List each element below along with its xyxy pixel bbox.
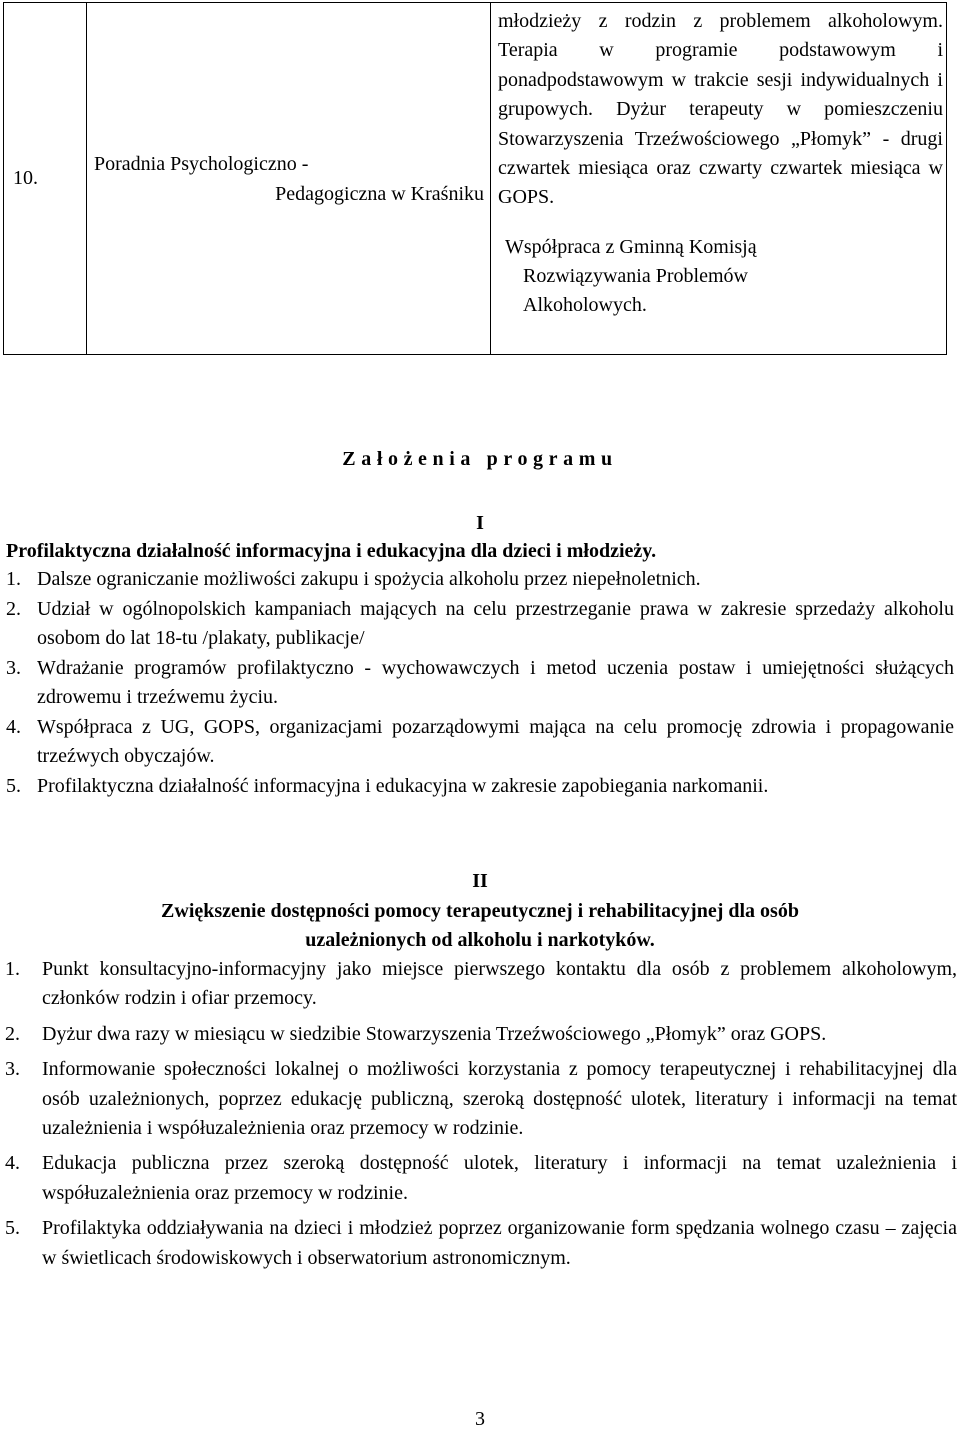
section-title: Założenia programu <box>342 448 618 470</box>
description-cell <box>491 3 947 355</box>
item-text: Dalsze ograniczanie możliwości zakupu i spożycia alkoholu przez niepełnoletnich. <box>37 568 701 590</box>
page-number: 3 <box>475 1408 485 1430</box>
item-number: 2. <box>5 1022 20 1045</box>
institution-line2: Pedagogiczna w Kraśniku <box>275 182 484 205</box>
item-number: 5. <box>6 774 21 797</box>
cooperation-line3: Alkoholowych. <box>523 293 647 316</box>
section1-roman: I <box>476 512 484 534</box>
item-text: Punkt konsultacyjno-informacyjny jako miejsce pierwszego kontaktu dla osób z problemem alkoholowym, członków rodzin i ofiar przemocy. <box>42 958 957 1010</box>
item-number: 1. <box>6 568 21 590</box>
item-text: Informowanie społeczności lokalnej o możliwości korzystania z pomocy terapeutycznej i rehabilitacyjnej dla osób uzależnionych, poprzez edukację publiczną, szeroką dostępność ulotek, literatury i informacji na temat uzależnienia i współuzależnienia oraz przemocy w rodzinie. <box>42 1058 957 1140</box>
item-text: Dyżur dwa razy w miesiącu w siedzibie Stowarzyszenia Trzeźwościowego „Płomyk” oraz GOPS. <box>42 1022 827 1045</box>
item-number: 3. <box>5 1058 20 1081</box>
item-text: Profilaktyczna działalność informacyjna i edukacyjna w zakresie zapobiegania narkomanii. <box>37 774 769 797</box>
item-number: 4. <box>6 715 21 738</box>
item-text: Wdrażanie programów profilaktyczno - wychowawczych i metod uczenia postaw i umiejętności służących zdrowemu i trzeźwemu życiu. <box>37 656 954 708</box>
item-number: 3. <box>6 656 21 679</box>
list-item <box>6 565 954 595</box>
list-item <box>5 1020 957 1049</box>
item-number: 2. <box>6 597 21 620</box>
list-item <box>5 1214 957 1273</box>
cooperation-line1: Współpraca z Gminną Komisją <box>505 235 757 258</box>
section1-list <box>6 565 954 801</box>
item-text: Współpraca z UG, GOPS, organizacjami pozarządowymi mająca na celu promocję zdrowia i propagowanie trzeźwych obyczajów. <box>37 715 954 767</box>
section2-roman: II <box>472 870 488 892</box>
item-number: 4. <box>5 1152 20 1175</box>
section2-list <box>5 955 957 1279</box>
section2-heading-line1: Zwiększenie dostępności pomocy terapeutycznej i rehabilitacyjnej dla osób <box>161 900 799 922</box>
cooperation-line2: Rozwiązywania Problemów <box>523 264 748 287</box>
institution-line1: Poradnia Psychologiczno - <box>94 152 309 175</box>
cooperation-text <box>491 233 946 320</box>
list-item <box>6 772 954 802</box>
item-number: 5. <box>5 1217 20 1240</box>
list-item <box>5 955 957 1014</box>
item-number: 1. <box>5 958 20 980</box>
list-item <box>6 595 954 654</box>
institution-cell <box>87 3 491 355</box>
list-item <box>5 1149 957 1208</box>
item-text: Udział w ogólnopolskich kampaniach mających na celu przestrzeganie prawa w zakresie sprzedaży alkoholu osobom do lat 18-tu /plakaty, publikacje/ <box>37 597 954 649</box>
list-item <box>5 1055 957 1143</box>
program-table <box>3 2 947 355</box>
row-number: 10. <box>4 3 87 355</box>
description-text: młodzieży z rodzin z problemem alkoholowym. Terapia w programie podstawowym i ponadpodstawowym w trakcie sesji indywidualnych i grupowych. Dyżur terapeuty w pomieszczeniu Stowarzyszenia Trzeźwościowego „Płomyk” - drugi czwartek miesiąca oraz czwarty czwartek miesiąca w GOPS. <box>498 10 943 209</box>
list-item <box>6 654 954 713</box>
table-row <box>4 3 947 355</box>
item-text: Profilaktyka oddziaływania na dzieci i młodzież poprzez organizowanie form spędzania wolnego czasu – zajęcia w świetlicach środowiskowych i obserwatorium astronomicznym. <box>42 1217 957 1269</box>
section2-heading-line2: uzależnionych od alkoholu i narkotyków. <box>305 929 655 951</box>
list-item <box>6 713 954 772</box>
section1-heading: Profilaktyczna działalność informacyjna i edukacyjna dla dzieci i młodzieży. <box>6 540 657 562</box>
item-text: Edukacja publiczna przez szeroką dostępność ulotek, literatury i informacji na temat uzależnienia i współuzależnienia oraz przemocy w rodzinie. <box>42 1152 957 1204</box>
